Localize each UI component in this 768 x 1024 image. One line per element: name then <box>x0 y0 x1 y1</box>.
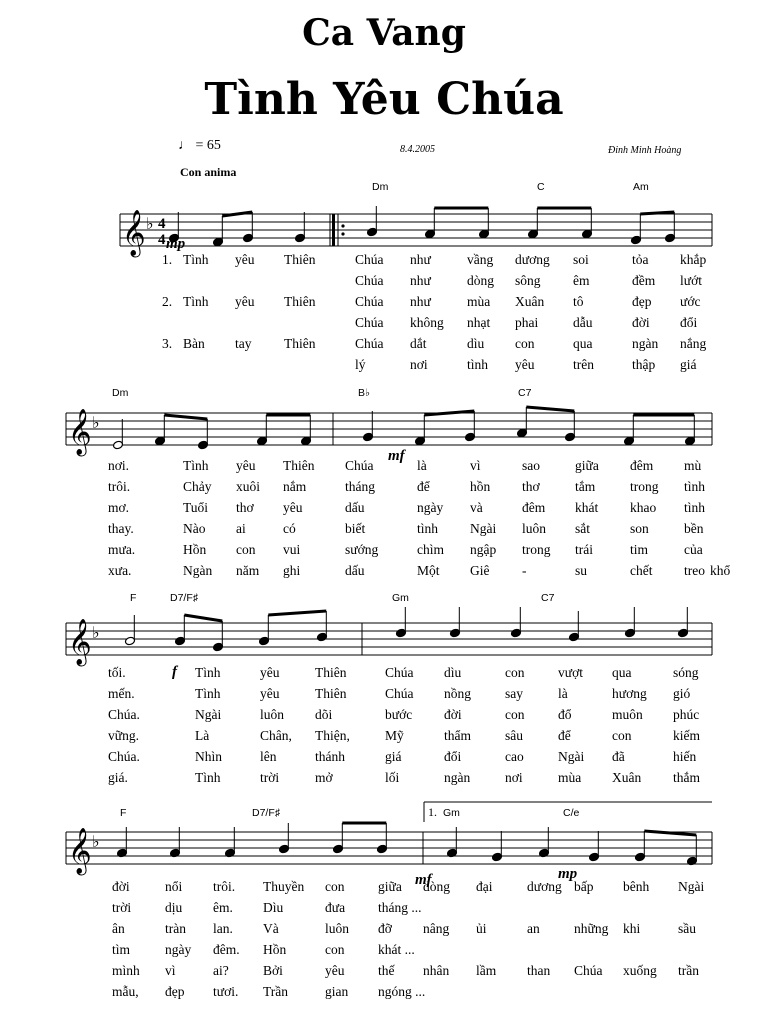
lyric-syllable: Chúa <box>385 686 414 701</box>
lyric-syllable: luôn <box>325 921 350 936</box>
dynamic-marking: mp <box>558 866 578 882</box>
lyric-syllable: Thiên <box>283 458 315 473</box>
lyric-syllable: mùa <box>467 294 491 309</box>
chord-symbol: F <box>120 807 127 819</box>
lyric-syllable: yêu <box>515 357 535 372</box>
lyric-syllable: ngày <box>165 942 192 957</box>
lyric-syllable: nơi <box>410 357 428 372</box>
lyric-syllable: nắng <box>680 336 707 351</box>
lyric-syllable: Ngài <box>678 879 705 894</box>
lyric-syllable: giữa <box>378 879 402 894</box>
lyric-syllable: Chúa <box>385 665 414 680</box>
lyric-syllable: mến. <box>108 686 135 701</box>
lyric-syllable: xưa. <box>108 563 132 578</box>
lyric-syllable: mẫu, <box>112 984 139 999</box>
lyric-syllable: Thuyền <box>263 879 305 894</box>
lyric-syllable: trong <box>522 542 551 557</box>
song-title: Ca Vang <box>302 12 466 54</box>
lyric-syllable: yêu <box>260 665 280 680</box>
lyric-syllable: đời <box>444 707 462 722</box>
lyric-syllable: tìm <box>112 942 131 957</box>
lyric-syllable: đềm <box>632 273 656 288</box>
lyric-syllable: con <box>515 336 535 351</box>
volta-number: 1. <box>428 805 437 819</box>
lyric-syllable: - <box>522 563 527 578</box>
lyric-syllable: đời <box>632 315 650 330</box>
lyric-syllable: trái <box>575 542 593 557</box>
note-beam <box>640 212 674 214</box>
lyric-syllable: Tình <box>183 458 209 473</box>
lyric-syllable: nắm <box>283 479 307 494</box>
lyric-syllable: vui <box>283 542 301 557</box>
lyric-syllable: đổ <box>558 707 572 722</box>
lyric-syllable: yêu <box>235 294 255 309</box>
time-signature-top: 4 <box>158 216 166 232</box>
lyric-syllable: đổi <box>680 315 698 330</box>
lyric-syllable: Mỹ <box>385 728 404 743</box>
dynamic-marking: mp <box>166 236 186 252</box>
lyric-syllable: mùa <box>558 770 582 785</box>
lyric-syllable: đẹp <box>165 984 185 999</box>
lyric-syllable: năm <box>236 563 260 578</box>
lyric-syllable: tình <box>467 357 489 372</box>
lyric-syllable: say <box>505 686 523 701</box>
lyric-syllable: nổi <box>165 879 183 894</box>
lyric-syllable: Và <box>263 921 279 936</box>
lyric-syllable: tối. <box>108 665 126 680</box>
lyric-syllable: hiến <box>673 749 697 764</box>
lyric-syllable: giá <box>385 749 402 764</box>
lyric-syllable: Giê <box>470 563 490 578</box>
note-beam <box>526 407 574 411</box>
lyric-syllable: như <box>410 273 431 288</box>
lyric-syllable: con <box>505 665 525 680</box>
lyric-syllable: Tình <box>195 686 221 701</box>
key-signature-flat-icon: ♭ <box>92 413 100 432</box>
song-subtitle: Tình Yêu Chúa <box>204 74 564 125</box>
lyric-syllable: lướt <box>680 273 702 288</box>
lyric-syllable: đại <box>476 879 493 894</box>
lyric-syllable: êm <box>573 273 590 288</box>
note-beam <box>268 611 326 615</box>
lyric-syllable: vì <box>470 458 481 473</box>
lyric-syllable: Chúa <box>355 336 384 351</box>
key-signature-flat-icon: ♭ <box>92 623 100 642</box>
lyric-syllable: giá <box>680 357 697 372</box>
lyric-syllable: con <box>612 728 632 743</box>
repeat-dot <box>341 224 344 227</box>
lyric-syllable: Chân, <box>260 728 292 743</box>
lyric-syllable: vầng <box>467 252 494 267</box>
lyric-syllable: lan. <box>213 921 233 936</box>
lyric-syllable: sông <box>515 273 541 288</box>
lyric-syllable: đẹp <box>632 294 652 309</box>
repeat-dot <box>341 232 344 235</box>
lyric-syllable: hương <box>612 686 647 701</box>
notes-system-4 <box>117 823 698 866</box>
lyric-syllable: con <box>236 542 256 557</box>
lyric-syllable: Bởi <box>263 963 283 978</box>
composition-date: 8.4.2005 <box>400 144 435 155</box>
lyric-syllable: ân <box>112 921 125 936</box>
chord-symbol: Gm <box>443 807 460 819</box>
lyric-syllable: ai? <box>213 963 229 978</box>
lyric-syllable: Chúa. <box>108 707 140 722</box>
lyric-syllable: dương <box>515 252 550 267</box>
lyric-syllable: Dìu <box>263 900 284 915</box>
lyric-syllable: mình <box>112 963 140 978</box>
lyric-syllable: yêu <box>260 686 280 701</box>
lyric-syllable: đời <box>112 879 130 894</box>
dynamic-marking: mf <box>388 448 405 464</box>
lyric-syllable: dấu <box>345 500 365 515</box>
chord-symbol: D7/F♯ <box>170 592 199 604</box>
lyric-syllable: ngàn <box>444 770 471 785</box>
lyric-syllable: tô <box>573 294 584 309</box>
staff-system-4 <box>66 828 712 876</box>
lyric-syllable: tràn <box>165 921 186 936</box>
lyric-syllable: phai <box>515 315 539 330</box>
lyric-syllable: bước <box>385 707 413 722</box>
lyric-syllable: thơ <box>522 479 540 494</box>
dynamic-marking: mf <box>415 872 432 888</box>
lyric-syllable: Thiện, <box>315 728 350 743</box>
lyric-syllable: vì <box>165 963 176 978</box>
lyric-syllable: ước <box>680 294 701 309</box>
lyric-syllable: trần <box>678 963 699 978</box>
staff-system-1 <box>120 210 712 258</box>
lyric-syllable: thế <box>378 963 395 978</box>
lyric-syllable: êm. <box>213 900 233 915</box>
lyric-syllable: Chúa <box>355 273 384 288</box>
lyric-syllable: Chúa <box>574 963 603 978</box>
lyric-syllable: phúc <box>673 707 700 722</box>
lyric-syllable: của <box>684 542 703 557</box>
lyric-syllable: Là <box>195 728 210 743</box>
lyric-syllable: soi <box>573 252 589 267</box>
note-beam <box>222 212 252 216</box>
lyric-syllable: tình <box>684 479 706 494</box>
lyric-syllable: biết <box>345 521 366 536</box>
lyric-syllable: kiếm <box>673 728 700 743</box>
lyric-syllable: và <box>470 500 483 515</box>
lyric-syllable: Trần <box>263 984 289 999</box>
lyric-syllable: trôi. <box>108 479 131 494</box>
note-beam <box>184 615 222 621</box>
lyric-syllable: xuôi <box>236 479 261 494</box>
lyric-syllable: su <box>575 563 588 578</box>
lyric-syllable: dìu <box>444 665 462 680</box>
lyric-syllable: là <box>417 458 427 473</box>
lyric-syllable: sao <box>522 458 540 473</box>
lyric-syllable: 2. <box>162 294 173 309</box>
lyric-syllable: Thiên <box>284 252 316 267</box>
chord-symbol: C <box>537 181 545 193</box>
lyric-syllable: nhân <box>423 963 450 978</box>
lyric-syllable: ngàn <box>632 336 659 351</box>
chord-symbol: C7 <box>541 592 555 604</box>
key-signature-flat-icon: ♭ <box>92 832 100 851</box>
lyric-syllable: lý <box>355 357 366 372</box>
lyric-syllable: Chúa <box>355 252 384 267</box>
lyric-syllable: ủi <box>476 921 487 936</box>
lyric-syllable: trong <box>630 479 659 494</box>
composer-signature: Đinh Minh Hoàng <box>608 145 682 156</box>
lyric-syllable: bênh <box>623 879 650 894</box>
lyric-syllable: hồn <box>470 479 491 494</box>
lyric-syllable: yêu <box>283 500 303 515</box>
chord-symbol: Am <box>633 181 649 193</box>
lyric-syllable: dẫu <box>573 315 593 330</box>
lyric-syllable: mở <box>315 770 333 785</box>
lyric-syllable: trời <box>260 770 280 785</box>
lyric-syllable: Bàn <box>183 336 205 351</box>
lyric-syllable: thánh <box>315 749 345 764</box>
lyric-syllable: Ngàn <box>183 563 213 578</box>
lyric-syllable: Xuân <box>515 294 545 309</box>
dynamic-marking: f <box>172 664 177 680</box>
lyric-syllable: ai <box>236 521 246 536</box>
lyric-syllable: nơi <box>505 770 523 785</box>
lyric-syllable: yêu <box>236 458 256 473</box>
lyric-syllable: Tuổi <box>183 500 209 515</box>
lyric-syllable: những <box>574 921 609 936</box>
lyric-syllable: thẩm <box>444 728 471 743</box>
lyric-syllable: chìm <box>417 542 444 557</box>
lyric-syllable: 3. <box>162 336 173 351</box>
lyric-syllable: qua <box>612 665 632 680</box>
lyric-syllable: yêu <box>235 252 255 267</box>
chord-symbol: B♭ <box>358 387 370 399</box>
tempo-marking: ♩ = 65 <box>178 138 221 153</box>
lyric-syllable: đã <box>612 749 625 764</box>
lyric-syllable: ngày <box>417 500 444 515</box>
lyric-syllable: Chúa <box>355 315 384 330</box>
lyric-syllable: dòng <box>423 879 450 894</box>
lyric-syllable: sầu <box>678 921 696 936</box>
lyric-syllable: đổi <box>444 749 462 764</box>
lyric-syllable: tình <box>684 500 706 515</box>
lyric-syllable: Tình <box>183 294 209 309</box>
lyric-syllable: nơi. <box>108 458 130 473</box>
treble-clef-icon: 𝄞 <box>68 619 92 665</box>
chord-symbol: D7/F♯ <box>252 807 281 819</box>
chord-symbol: Dm <box>112 387 129 399</box>
lyric-syllable: son <box>630 521 649 536</box>
lyric-syllable: nồng <box>444 686 471 701</box>
lyric-syllable: Tình <box>195 665 221 680</box>
repeat-thick-bar <box>332 214 335 246</box>
chord-symbol: F <box>130 592 137 604</box>
notes-system-3 <box>125 607 689 652</box>
lyric-syllable: bấp <box>574 879 594 894</box>
note-beam <box>164 415 207 419</box>
lyric-syllable: tháng <box>345 479 375 494</box>
lyric-syllable: mưa. <box>108 542 136 557</box>
lyric-syllable: than <box>527 963 551 978</box>
lyric-syllable: Hồn <box>183 542 207 557</box>
lyric-syllable: 1. <box>162 252 173 267</box>
lyric-syllable: trôi. <box>213 879 236 894</box>
chord-symbol: Gm <box>392 592 409 604</box>
lyric-syllable: để <box>558 728 571 743</box>
lyric-syllable: khát <box>575 500 599 515</box>
lyric-syllable: luôn <box>260 707 285 722</box>
treble-clef-icon: 𝄞 <box>68 409 92 455</box>
lyric-syllable: treo <box>684 563 705 578</box>
lyric-syllable: như <box>410 294 431 309</box>
lyric-syllable: ngóng ... <box>378 984 426 999</box>
lyric-syllable: trên <box>573 357 594 372</box>
lyric-syllable: không <box>410 315 444 330</box>
lyric-syllable: Nào <box>183 521 206 536</box>
lyric-syllable: sắt <box>575 521 590 536</box>
lyric-syllable: con <box>325 942 345 957</box>
staff-system-3 <box>66 619 712 667</box>
lyric-syllable: lầm <box>476 963 497 978</box>
lyric-syllable: ghi <box>283 563 301 578</box>
lyric-syllable: đưa <box>325 900 346 915</box>
lyric-syllable: tháng ... <box>378 900 422 915</box>
lyric-syllable: đêm <box>630 458 654 473</box>
lyric-syllable: yêu <box>325 963 345 978</box>
lyric-syllable: khao <box>630 500 657 515</box>
lyric-syllable: Thiên <box>315 686 347 701</box>
lyric-syllable: lối <box>385 770 400 785</box>
treble-clef-icon: 𝄞 <box>68 828 92 874</box>
lyric-syllable: Thiên <box>315 665 347 680</box>
lyric-syllable: dòng <box>467 273 494 288</box>
lyric-syllable: khổ <box>710 563 731 578</box>
lyric-syllable: khắp <box>680 252 707 267</box>
lyric-syllable: tình <box>417 521 439 536</box>
note-beam <box>424 411 474 415</box>
lyric-syllable: sướng <box>345 542 379 557</box>
lyric-syllable: khát ... <box>378 942 415 957</box>
lyric-syllable: Ngài <box>195 707 222 722</box>
lyric-syllable: Chúa <box>345 458 374 473</box>
lyric-syllable: mù <box>684 458 702 473</box>
lyric-syllable: Tình <box>183 252 209 267</box>
lyric-syllable: Chúa <box>355 294 384 309</box>
lyric-syllable: như <box>410 252 431 267</box>
lyric-syllable: đêm. <box>213 942 240 957</box>
lyric-syllable: bền <box>684 521 704 536</box>
lyric-syllable: luôn <box>522 521 547 536</box>
lyric-syllable: giá. <box>108 770 128 785</box>
lyric-syllable: an <box>527 921 540 936</box>
lyric-syllable: tay <box>235 336 252 351</box>
chord-symbol: C/e <box>563 807 580 819</box>
lyric-syllable: tắm <box>575 479 596 494</box>
lyric-syllable: tim <box>630 542 649 557</box>
lyric-syllable: dắt <box>410 336 427 351</box>
lyric-syllable: gió <box>673 686 691 701</box>
key-signature-flat-icon: ♭ <box>146 214 154 233</box>
lyric-syllable: dấu <box>345 563 365 578</box>
lyric-syllable: dõi <box>315 707 333 722</box>
lyric-syllable: ngập <box>470 542 497 557</box>
lyric-syllable: Tình <box>195 770 221 785</box>
lyric-syllable: nhạt <box>467 315 491 330</box>
lyric-syllable: Nhìn <box>195 749 222 764</box>
lyric-syllable: chết <box>630 563 653 578</box>
lyric-syllable: Thiên <box>284 294 316 309</box>
lyric-syllable: qua <box>573 336 593 351</box>
lyric-syllable: lên <box>260 749 277 764</box>
treble-clef-icon: 𝄞 <box>122 210 146 256</box>
lyric-syllable: giữa <box>575 458 599 473</box>
lyric-syllable: sóng <box>673 665 699 680</box>
lyric-syllable: con <box>325 879 345 894</box>
lyric-syllable: Chảy <box>183 479 212 494</box>
expression-marking: Con anima <box>180 165 237 179</box>
chord-symbol: Dm <box>372 181 389 193</box>
lyric-syllable: trời <box>112 900 132 915</box>
lyric-syllable: nâng <box>423 921 450 936</box>
time-signature-bottom: 4 <box>158 232 166 248</box>
lyric-syllable: vượt <box>558 665 583 680</box>
lyric-syllable: xuống <box>623 963 657 978</box>
lyric-syllable: gian <box>325 984 349 999</box>
lyric-syllable: dương <box>527 879 562 894</box>
lyric-syllable: thập <box>632 357 656 372</box>
lyric-syllable: để <box>417 479 430 494</box>
lyric-syllable: cao <box>505 749 524 764</box>
lyric-syllable: Một <box>417 563 440 578</box>
lyric-syllable: Chúa. <box>108 749 140 764</box>
lyric-syllable: sâu <box>505 728 523 743</box>
lyric-syllable: thắm <box>673 770 700 785</box>
lyric-syllable: dìu <box>467 336 485 351</box>
lyric-syllable: thơ <box>236 500 254 515</box>
lyric-syllable: là <box>558 686 568 701</box>
chord-symbol: C7 <box>518 387 532 399</box>
lyric-syllable: Hồn <box>263 942 287 957</box>
lyric-syllable: Thiên <box>284 336 316 351</box>
lyric-syllable: dịu <box>165 900 183 915</box>
lyric-syllable: con <box>505 707 525 722</box>
lyric-syllable: đỡ <box>378 921 392 936</box>
lyric-syllable: Xuân <box>612 770 642 785</box>
lyric-syllable: tươi. <box>213 984 239 999</box>
lyric-syllable: muôn <box>612 707 643 722</box>
lyric-syllable: đêm <box>522 500 546 515</box>
lyric-syllable: vững. <box>108 728 139 743</box>
lyric-syllable: tỏa <box>632 252 649 267</box>
lyric-syllable: có <box>283 521 296 536</box>
lyric-syllable: mơ. <box>108 500 130 515</box>
lyric-syllable: Ngài <box>470 521 497 536</box>
lyric-syllable: thay. <box>108 521 134 536</box>
lyric-syllable: khi <box>623 921 641 936</box>
lyric-syllable: Ngài <box>558 749 585 764</box>
